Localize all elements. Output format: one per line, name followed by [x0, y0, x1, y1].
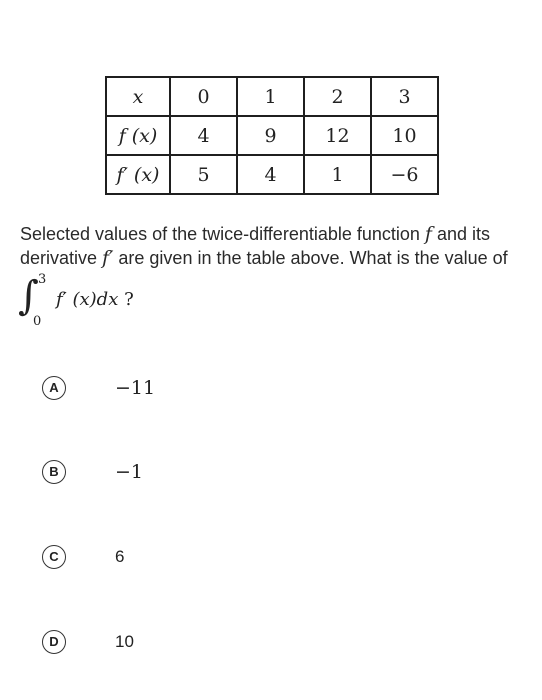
- f-value-cell: 10: [371, 116, 438, 155]
- f-value-cell: 12: [304, 116, 371, 155]
- derivative-symbol: f′: [102, 247, 114, 269]
- integral-sign: ∫: [18, 273, 39, 319]
- header-x-cell: x: [106, 77, 170, 116]
- row-label-f: f (x): [106, 116, 170, 155]
- function-symbol: f: [424, 223, 432, 245]
- table-row-fprime: [106, 155, 438, 194]
- choice-d-value: 10: [115, 632, 134, 651]
- integral-expression: [18, 272, 178, 332]
- choice-c-value: 6: [115, 547, 125, 566]
- table-row-x: [106, 77, 438, 116]
- x-value-cell: 0: [170, 77, 237, 116]
- table-row-f: [106, 116, 438, 155]
- choice-a-value: −11: [115, 377, 156, 399]
- x-value-cell: 1: [237, 77, 304, 116]
- differential: dx: [96, 289, 119, 310]
- question-text: [20, 222, 530, 270]
- question-mark: ?: [118, 289, 134, 310]
- row-label-fprime: f′ (x): [106, 155, 170, 194]
- fprime-value-cell: 1: [304, 155, 371, 194]
- choice-a-bubble[interactable]: A: [42, 376, 66, 400]
- choice-b-bubble[interactable]: B: [42, 460, 66, 484]
- f-value-cell: 9: [237, 116, 304, 155]
- f-value-cell: 4: [170, 116, 237, 155]
- values-table: [105, 76, 439, 195]
- choice-d-bubble[interactable]: D: [42, 630, 66, 654]
- choice-b-value: −1: [115, 461, 144, 483]
- fprime-value-cell: 5: [170, 155, 237, 194]
- fprime-value-cell: −6: [371, 155, 438, 194]
- question-part-3: are given in the table above. What is the value of: [113, 248, 508, 268]
- x-value-cell: 3: [371, 77, 438, 116]
- integral-upper-limit: 3: [38, 272, 47, 287]
- question-part-2: and its derivative: [20, 224, 491, 268]
- choice-c-bubble[interactable]: C: [42, 545, 66, 569]
- fprime-value-cell: 4: [237, 155, 304, 194]
- integrand-group: [56, 289, 134, 310]
- x-value-cell: 2: [304, 77, 371, 116]
- question-part-1: Selected values of the twice-differentiable function: [20, 224, 425, 244]
- integral-lower-limit: 0: [33, 314, 42, 329]
- integrand: f′ (x): [56, 289, 97, 310]
